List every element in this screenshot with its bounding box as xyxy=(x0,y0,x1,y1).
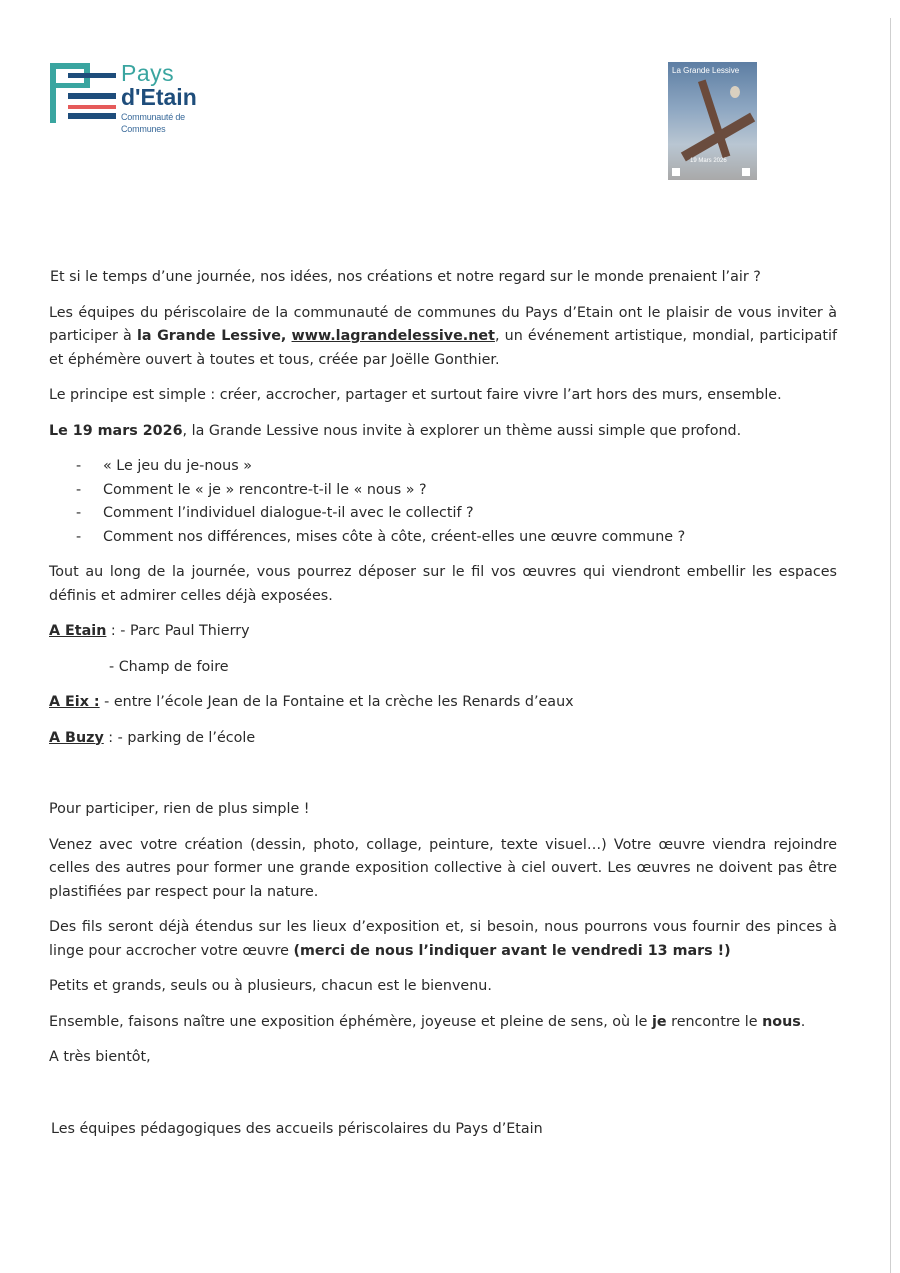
poster-title: La Grande Lessive xyxy=(672,66,740,75)
together-end: . xyxy=(800,1013,806,1030)
participate-paragraph: Pour participer, rien de plus simple ! xyxy=(49,801,310,817)
list-dash: - xyxy=(76,528,82,545)
website-link[interactable]: www.lagrandelessive.net xyxy=(291,328,495,344)
together-je: je xyxy=(651,1013,667,1030)
all-day-paragraph: Tout au long de la journée, vous pourrez déposer sur le fil vos œuvres qui viendront embellir les espaces définis et admirer celles déjà exposées. xyxy=(49,564,837,604)
event-date: Le 19 mars 2026 xyxy=(49,422,183,439)
together-middle: rencontre le xyxy=(666,1013,763,1030)
date-rest: , la Grande Lessive nous invite à explorer un thème aussi simple que profond. xyxy=(182,422,742,439)
list-item xyxy=(49,455,837,479)
everyone-paragraph: Petits et grands, seuls ou à plusieurs, chacun est le bienvenu. xyxy=(49,978,492,994)
location-buzy-text: : - parking de l’école xyxy=(103,729,256,746)
theme-item-text: « Le jeu du je-nous » xyxy=(103,458,252,474)
theme-item-text: Comment le « je » rencontre-t-il le « nous » ? xyxy=(103,481,427,498)
location-eix xyxy=(49,691,837,715)
list-dash: - xyxy=(76,505,82,521)
signature-line: Les équipes pédagogiques des accueils périscolaires du Pays d’Etain xyxy=(51,1120,543,1137)
list-item xyxy=(49,502,837,526)
list-dash: - xyxy=(76,458,82,474)
list-dash: - xyxy=(76,481,82,498)
logo-mark-icon xyxy=(50,61,118,125)
invite-paragraph xyxy=(49,302,837,373)
invite-text-after: , un événement artistique, mondial, participatif et éphémère ouvert à toutes et tous, créée par Joëlle Gonthier. xyxy=(49,328,838,368)
poster-date: 19 Mars 2026 xyxy=(690,158,727,164)
location-eix-text: - entre l’école Jean de la Fontaine et la crèche les Renards d’eaux xyxy=(99,694,574,710)
logo-line-pays: Pays xyxy=(121,60,175,86)
wires-deadline: (merci de nous l’indiquer avant le vendredi 13 mars !) xyxy=(293,942,731,959)
wires-text: Des fils seront déjà étendus sur les lieux d’exposition et, si besoin, nous pourrons vous fournir des pinces à linge pour accrocher votre œuvre xyxy=(49,919,837,959)
location-etain-sep: : xyxy=(106,623,121,639)
together-before: Ensemble, faisons naître une exposition éphémère, joyeuse et pleine de sens, où le xyxy=(49,1013,652,1030)
poster-logo-left-icon xyxy=(672,168,680,176)
invite-text-before: Les équipes du périscolaire de la communauté de communes du Pays d’Etain ont le plaisir de vous inviter à participer à xyxy=(49,304,837,344)
list-item xyxy=(49,526,837,550)
theme-item-text: Comment nos différences, mises côte à côte, créent-elles une œuvre commune ? xyxy=(103,528,686,545)
location-etain-1: - Parc Paul Thierry xyxy=(120,623,250,639)
principle-paragraph: Le principe est simple : créer, accrocher, partager et surtout faire vivre l’art hors des murs, ensemble. xyxy=(49,387,782,403)
intro-question: Et si le temps d’une journée, nos idées, nos créations et notre regard sur le monde prenaient l’air ? xyxy=(50,269,761,285)
logo-line-communaute: Communauté de Communes xyxy=(121,112,185,134)
poster-bulb-graphic xyxy=(730,86,740,98)
location-buzy-label: A Buzy xyxy=(49,729,104,746)
location-etain-label: A Etain xyxy=(49,623,107,639)
letter-body xyxy=(49,266,837,1141)
closing-line: A très bientôt, xyxy=(49,1049,151,1065)
event-name: la Grande Lessive, xyxy=(136,328,287,344)
list-item xyxy=(49,479,837,503)
poster-logo-right-icon xyxy=(742,168,750,176)
logo-line-detain: d'Etain xyxy=(121,84,197,110)
location-etain-2: - Champ de foire xyxy=(109,658,229,675)
location-buzy xyxy=(49,727,837,751)
location-eix-label: A Eix : xyxy=(49,694,100,710)
wires-paragraph xyxy=(49,916,837,963)
theme-item-text: Comment l’individuel dialogue-t-il avec le collectif ? xyxy=(103,505,474,521)
logo-pays-detain xyxy=(50,60,220,134)
date-paragraph xyxy=(49,420,837,444)
together-paragraph xyxy=(49,1011,837,1035)
grande-lessive-poster xyxy=(668,62,757,180)
theme-list xyxy=(49,455,837,549)
page-edge xyxy=(890,18,891,1273)
come-with-paragraph: Venez avec votre création (dessin, photo, collage, peinture, texte visuel…) Votre œuvre viendra rejoindre celles des autres pour former une grande exposition collective à ciel ouvert. Les œuvres ne doivent pas être plastifiées par respect pour la nature. xyxy=(49,836,837,900)
together-nous: nous xyxy=(762,1013,801,1030)
location-etain xyxy=(49,620,837,644)
